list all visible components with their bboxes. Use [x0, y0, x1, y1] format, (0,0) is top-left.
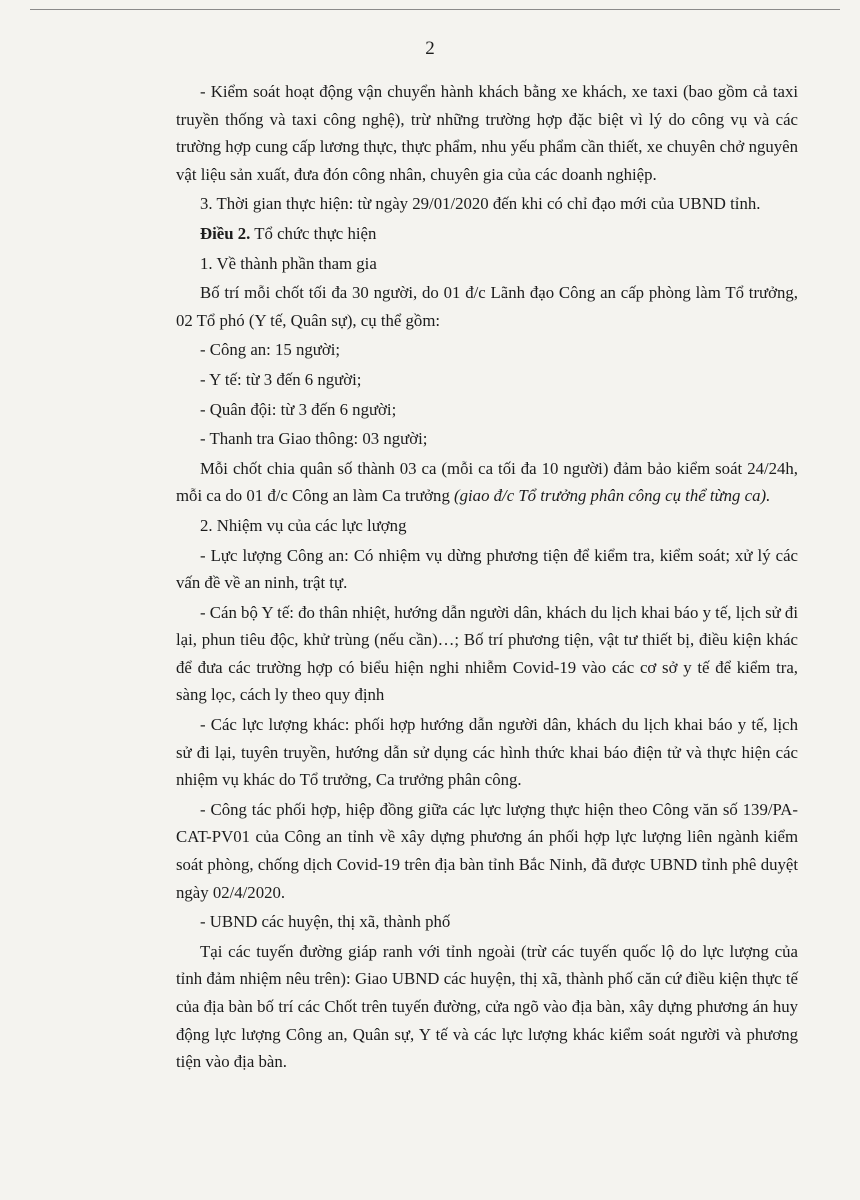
paragraph-district-committees: - UBND các huyện, thị xã, thành phố: [200, 912, 451, 932]
list-item-medical: - Y tế: từ 3 đến 6 người;: [200, 369, 362, 389]
paragraph-shifts: [176, 455, 798, 510]
shifts-note-italic: (giao đ/c Tổ trưởng phân công cụ thể từng ca).: [454, 486, 771, 506]
article-2-heading: [176, 220, 798, 248]
paragraph-checkpoint-staffing: Bố trí mỗi chốt tối đa 30 người, do 01 đ/c Lãnh đạo Công an cấp phòng làm Tổ trưởng, 02 Tổ phó (Y tế, Quân sự), cụ thể gồm:: [176, 283, 798, 330]
section-1-heading: 1. Về thành phần tham gia: [200, 253, 377, 273]
list-item-traffic-inspection: - Thanh tra Giao thông: 03 người;: [200, 429, 428, 449]
article-2-label: Điều 2.: [200, 223, 251, 243]
paragraph-transport-control: - Kiểm soát hoạt động vận chuyển hành khách bằng xe khách, xe taxi (bao gồm cả taxi truyền thống và taxi công nghệ), trừ những trường hợp đặc biệt vì lý do công vụ và các trường hợp cung cấp lương thực, thực phẩm, nhu yếu phẩm cần thiết, xe chuyên chở nguyên vật liệu sản xuất, đưa đón công nhân, chuyên gia của các doanh nghiệp.: [176, 82, 798, 184]
paragraph-border-routes: Tại các tuyến đường giáp ranh với tỉnh ngoài (trừ các tuyến quốc lộ do lực lượng của tỉnh đảm nhiệm nêu trên): Giao UBND các huyện, thị xã, thành phố căn cứ điều kiện thực tế của địa bàn bố trí các Chốt trên tuyến đường, cửa ngõ vào địa bàn, xây dựng phương án huy động lực lượng Công an, Quân sự, Y tế và các lực lượng khác kiểm soát người và phương tiện vào địa bàn.: [176, 941, 798, 1072]
paragraph-coordination: - Công tác phối hợp, hiệp đồng giữa các lực lượng thực hiện theo Công văn số 139/PA-CAT-PV01 của Công an tỉnh về xây dựng phương án phối hợp lực lượng liên ngành kiểm soát phòng, chống dịch Covid-19 trên địa bàn tỉnh Bắc Ninh, đã được UBND tỉnh phê duyệt ngày 02/4/2020.: [176, 799, 798, 902]
list-item-military: - Quân đội: từ 3 đến 6 người;: [200, 399, 397, 419]
shifts-text: Mỗi chốt chia quân số thành 03 ca (mỗi ca tối đa 10 người) đảm bảo kiểm soát 24/24h, mỗi ca do 01 đ/c Công an làm Ca trưởng: [176, 458, 798, 506]
paragraph-time-frame: 3. Thời gian thực hiện: từ ngày 29/01/2020 đến khi có chỉ đạo mới của UBND tỉnh.: [200, 194, 761, 214]
list-item-police: - Công an: 15 người;: [200, 340, 341, 360]
document-body: [176, 78, 798, 1078]
top-rule: [30, 9, 840, 10]
paragraph-other-forces: - Các lực lượng khác: phối hợp hướng dẫn người dân, khách du lịch khai báo y tế, lịch sử đi lại, tuyên truyền, hướng dẫn sử dụng các hình thức khai báo điện tử và thực hiện các nhiệm vụ khác do Tổ trưởng, Ca trưởng phân công.: [176, 715, 798, 790]
page-number: 2: [425, 38, 435, 59]
section-2-heading: 2. Nhiệm vụ của các lực lượng: [200, 515, 407, 535]
paragraph-police-duties: - Lực lượng Công an: Có nhiệm vụ dừng phương tiện để kiểm tra, kiểm soát; xử lý các vấn đề về an ninh, trật tự.: [176, 545, 798, 593]
article-2-title: Tổ chức thực hiện: [250, 223, 377, 243]
paragraph-medical-duties: - Cán bộ Y tế: đo thân nhiệt, hướng dẫn người dân, khách du lịch khai báo y tế, lịch sử đi lại, phun tiêu độc, khử trùng (nếu cần)…; Bố trí phương tiện, vật tư thiết bị, điều kiện khác để đưa các trường hợp có biểu hiện nghi nhiễm Covid-19 vào các cơ sở y tế để kiểm tra, sàng lọc, cách ly theo quy định: [176, 602, 798, 705]
